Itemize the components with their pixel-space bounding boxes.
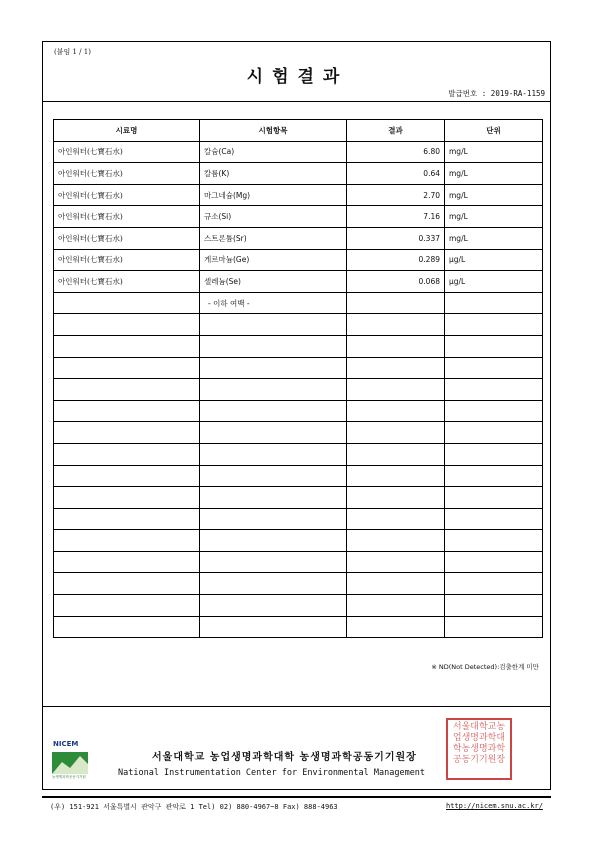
logo-text: NICEM xyxy=(53,740,79,748)
table-row xyxy=(54,335,543,357)
table-row xyxy=(54,530,543,552)
sample-name-cell xyxy=(54,508,200,530)
results-table xyxy=(53,119,543,638)
sample-name-cell xyxy=(54,357,200,379)
table-row xyxy=(54,357,543,379)
unit-cell xyxy=(445,335,543,357)
test-item-cell xyxy=(200,314,347,336)
sample-name-cell: 아인워터(七寶石水) xyxy=(54,184,200,206)
test-item-cell: 스트론튬(Sr) xyxy=(200,227,347,249)
table-row xyxy=(54,465,543,487)
table-row xyxy=(54,443,543,465)
sample-name-cell: 아인워터(七寶石水) xyxy=(54,249,200,271)
table-row xyxy=(54,422,543,444)
column-header: 시료명 xyxy=(54,120,200,142)
result-cell xyxy=(347,508,445,530)
sample-name-cell: 아인워터(七寶石水) xyxy=(54,141,200,163)
test-item-cell xyxy=(200,573,347,595)
table-row xyxy=(54,379,543,401)
table-row xyxy=(54,595,543,617)
sample-name-cell xyxy=(54,314,200,336)
sample-name-cell xyxy=(54,530,200,552)
table-row xyxy=(54,163,543,185)
result-cell xyxy=(347,487,445,509)
logo-subtext: 농생명과학공동기기원 xyxy=(52,775,86,779)
test-item-cell: 셀레늄(Se) xyxy=(200,271,347,293)
unit-cell xyxy=(445,530,543,552)
header-divider xyxy=(42,101,551,102)
test-item-cell xyxy=(200,508,347,530)
test-item-cell: - 이하 여백 - xyxy=(200,292,347,314)
unit-cell xyxy=(445,508,543,530)
table-row xyxy=(54,314,543,336)
unit-cell xyxy=(445,551,543,573)
unit-cell xyxy=(445,487,543,509)
result-cell xyxy=(347,465,445,487)
footer-url-link[interactable]: http://nicem.snu.ac.kr/ xyxy=(446,802,543,810)
unit-cell xyxy=(445,465,543,487)
table-row xyxy=(54,184,543,206)
sample-name-cell xyxy=(54,335,200,357)
sample-name-cell: 아인워터(七寶石水) xyxy=(54,271,200,293)
result-cell: 0.64 xyxy=(347,163,445,185)
result-cell xyxy=(347,530,445,552)
table-row xyxy=(54,487,543,509)
table-row xyxy=(54,227,543,249)
test-item-cell xyxy=(200,616,347,638)
unit-cell xyxy=(445,400,543,422)
sample-name-cell xyxy=(54,573,200,595)
result-cell: 6.80 xyxy=(347,141,445,163)
unit-cell xyxy=(445,616,543,638)
test-item-cell xyxy=(200,595,347,617)
table-row xyxy=(54,206,543,228)
table-row xyxy=(54,141,543,163)
unit-cell xyxy=(445,379,543,401)
sample-name-cell xyxy=(54,443,200,465)
result-cell xyxy=(347,379,445,401)
table-row xyxy=(54,616,543,638)
unit-cell: mg/L xyxy=(445,184,543,206)
nd-note: ※ ND(Not Detected):검출한계 미만 xyxy=(431,663,539,671)
test-item-cell xyxy=(200,530,347,552)
result-cell xyxy=(347,616,445,638)
sample-name-cell xyxy=(54,595,200,617)
unit-cell: mg/L xyxy=(445,206,543,228)
sample-name-cell xyxy=(54,465,200,487)
page-title: 시험결과 xyxy=(246,67,349,87)
unit-cell xyxy=(445,314,543,336)
sample-name-cell xyxy=(54,379,200,401)
sample-name-cell xyxy=(54,422,200,444)
test-item-cell xyxy=(200,400,347,422)
sample-name-cell xyxy=(54,400,200,422)
result-cell xyxy=(347,595,445,617)
sample-name-cell: 아인워터(七寶石水) xyxy=(54,206,200,228)
seal-text: 서울대학교농업생명과학대학농생명과학공동기기원장 xyxy=(452,722,506,765)
test-item-cell xyxy=(200,379,347,401)
unit-cell: μg/L xyxy=(445,249,543,271)
table-header-row xyxy=(54,120,543,142)
result-cell xyxy=(347,314,445,336)
sample-name-cell xyxy=(54,551,200,573)
result-cell: 0.289 xyxy=(347,249,445,271)
test-item-cell: 마그네슘(Mg) xyxy=(200,184,347,206)
table-row xyxy=(54,249,543,271)
footer-address: (우) 151-921 서울특별시 관악구 관악로 1 Tel) 02) 880-4967~8 Fax) 888-4963 xyxy=(50,803,338,811)
issue-number: 발급번호 : 2019-RA-1159 xyxy=(448,89,545,98)
test-item-cell xyxy=(200,335,347,357)
unit-cell xyxy=(445,595,543,617)
test-item-cell xyxy=(200,551,347,573)
footer-divider xyxy=(42,706,551,707)
attachment-label: (붙임 1 / 1) xyxy=(54,48,91,56)
sample-name-cell xyxy=(54,487,200,509)
official-seal xyxy=(446,718,512,780)
result-cell xyxy=(347,357,445,379)
column-header: 결과 xyxy=(347,120,445,142)
column-header: 단위 xyxy=(445,120,543,142)
table-row xyxy=(54,573,543,595)
test-item-cell: 칼슘(Ca) xyxy=(200,141,347,163)
test-item-cell xyxy=(200,422,347,444)
test-item-cell xyxy=(200,357,347,379)
test-item-cell xyxy=(200,465,347,487)
sample-name-cell xyxy=(54,292,200,314)
result-cell xyxy=(347,400,445,422)
unit-cell xyxy=(445,573,543,595)
unit-cell: mg/L xyxy=(445,227,543,249)
result-cell xyxy=(347,292,445,314)
footer-rule xyxy=(42,796,551,798)
sample-name-cell: 아인워터(七寶石水) xyxy=(54,227,200,249)
unit-cell: mg/L xyxy=(445,163,543,185)
result-cell: 0.337 xyxy=(347,227,445,249)
column-header: 시험항목 xyxy=(200,120,347,142)
result-cell xyxy=(347,443,445,465)
unit-cell: mg/L xyxy=(445,141,543,163)
unit-cell xyxy=(445,357,543,379)
test-item-cell xyxy=(200,487,347,509)
table-row xyxy=(54,400,543,422)
result-cell xyxy=(347,573,445,595)
result-cell: 2.70 xyxy=(347,184,445,206)
test-item-cell: 게르마늄(Ge) xyxy=(200,249,347,271)
table-row xyxy=(54,271,543,293)
organization-name-english: National Instrumentation Center for Environmental Management xyxy=(118,768,426,778)
test-item-cell: 규소(Si) xyxy=(200,206,347,228)
table-row xyxy=(54,508,543,530)
unit-cell: μg/L xyxy=(445,271,543,293)
table-row xyxy=(54,292,543,314)
result-cell: 7.16 xyxy=(347,206,445,228)
test-item-cell xyxy=(200,443,347,465)
sample-name-cell: 아인워터(七寶石水) xyxy=(54,163,200,185)
result-cell: 0.068 xyxy=(347,271,445,293)
table-row xyxy=(54,551,543,573)
test-item-cell: 칼륨(K) xyxy=(200,163,347,185)
unit-cell xyxy=(445,422,543,444)
sample-name-cell xyxy=(54,616,200,638)
unit-cell xyxy=(445,292,543,314)
unit-cell xyxy=(445,443,543,465)
organization-name-korean: 서울대학교 농업생명과학대학 농생명과학공동기기원장 xyxy=(152,752,417,763)
result-cell xyxy=(347,551,445,573)
result-cell xyxy=(347,422,445,444)
result-cell xyxy=(347,335,445,357)
